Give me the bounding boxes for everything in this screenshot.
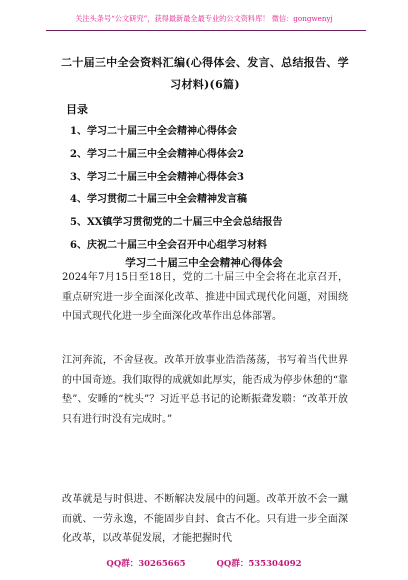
footer [0, 557, 408, 569]
footer-qq-group-2: QQ群：535304092 [216, 559, 302, 569]
body-paragraph: 江河奔流，不舍昼夜。改革开放事业浩浩荡荡，书写着当代世界的中国奇迹。我们取得的成就如此厚实，能否成为停步休憩的“靠垫”、安睡的“枕头”？习近平总书记的论断振聋发聩：“改革开放只有进行时没有完成时。” [62, 355, 348, 425]
section-title: 学习二十届三中全会精神心得体会 [125, 257, 283, 269]
document-title: 二十届三中全会资料汇编(心得体会、发言、总结报告、学习材料)(6篇) [60, 56, 349, 91]
table-of-contents [70, 121, 282, 258]
toc-item[interactable]: 5、XX镇学习贯彻党的二十届三中全会总结报告 [70, 217, 283, 229]
toc-heading: 目录 [66, 103, 88, 116]
body-paragraph: 改革就是与时俱进、不断解决发展中的问题。改革开放不会一蹴而就、一劳永逸，不能固步自封、食古不化。只有进一步全面深化改革，以改革促发展，才能把握时代 [62, 494, 348, 545]
footer-qq-group-1: QQ群：30265665 [106, 559, 186, 569]
toc-item[interactable]: 4、学习贯彻二十届三中全会精神发言稿 [70, 194, 247, 206]
toc-item[interactable]: 2、学习二十届三中全会精神心得体会2 [70, 148, 244, 160]
toc-item[interactable]: 6、庆祝二十届三中全会召开中心组学习材料 [70, 239, 267, 251]
header-divider [46, 30, 366, 31]
header-note: 关注头条号“公文研究”，获得最新最全最专业的公文资料库！ 微信：gongwenyj [75, 14, 333, 23]
body-paragraph: 2024年7月15日至18日，党的二十届三中全会将在北京召开，重点研究进一步全面深化改革、推进中国式现代化问题，对围绕中国式现代化进一步全面深化改革作出总体部署。 [62, 272, 348, 323]
toc-item[interactable]: 1、学习二十届三中全会精神心得体会 [70, 126, 237, 137]
toc-item[interactable]: 3、学习二十届三中全会精神心得体会3 [70, 171, 244, 183]
